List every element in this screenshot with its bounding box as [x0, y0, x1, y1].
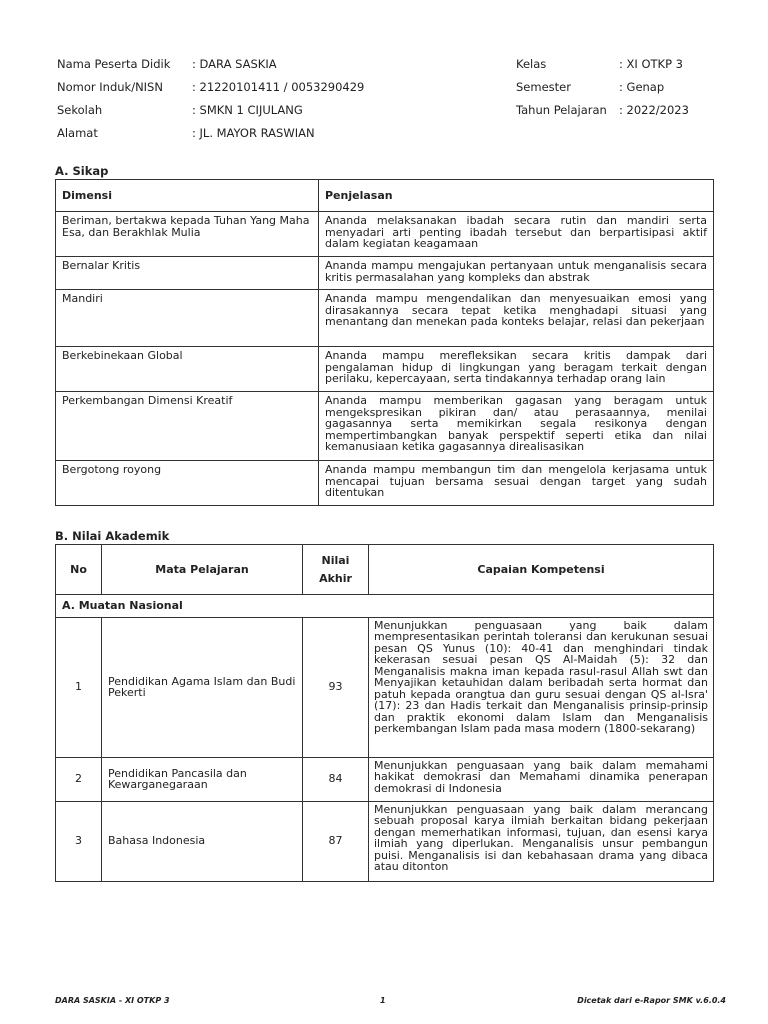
table-row: [56, 212, 714, 257]
row-number: 1: [56, 617, 102, 757]
competency-cell: Menunjukkan penguasaan yang baik dalam memahami hakikat demokrasi dan Memahami dinamika penerapan demokrasi di Indonesia: [369, 757, 714, 801]
score-cell: 93: [303, 617, 369, 757]
section-sikap-title: A. Sikap: [55, 164, 109, 178]
year-label: Tahun Pelajaran: [516, 103, 607, 117]
nis-label: Nomor Induk/NISN: [57, 80, 163, 94]
header-nilai-line1: Nilai: [321, 553, 350, 567]
header-capaian-kompetensi: Capaian Kompetensi: [369, 545, 714, 595]
score-cell: 87: [303, 801, 369, 881]
table-row: [56, 757, 714, 801]
dimension-cell: Beriman, bertakwa kepada Tuhan Yang Maha Esa, dan Berakhlak Mulia: [56, 212, 319, 257]
description-cell: Ananda mampu membangun tim dan mengelola kerjasama untuk mencapai tujuan bersama sesuai dengan target yang sudah ditentukan: [319, 461, 714, 506]
subject-cell: Bahasa Indonesia: [102, 801, 303, 881]
dimension-cell: Bergotong royong: [56, 461, 319, 506]
year-value: : 2022/2023: [619, 103, 689, 117]
footer-version: Dicetak dari e-Rapor SMK v.6.0.4: [577, 996, 726, 1005]
semester-value: : Genap: [619, 80, 665, 94]
dimension-cell: Perkembangan Dimensi Kreatif: [56, 392, 319, 461]
school-value: : SMKN 1 CIJULANG: [192, 103, 303, 117]
competency-cell: Menunjukkan penguasaan yang baik dalam mempresentasikan perintah toleransi dan kerukunan sesuai pesan QS Yunus (10): 40-41 dan menghindari tindak kekerasan sesuai pesan QS Al-Maidah (5): 32 dan Menganalisis makna iman kepada rasul-rasul Allah swt dan Menyajikan ketauhidan dalam beribadah serta hormat dan patuh kepada orangtua dan guru sesuai dengan QS al-Isra' (17): 23 dan Hadis terkait dan Menganalisis prinsip-prinsip dan praktik ekonomi dalam Islam dan Menganalisis perkembangan Islam pada masa modern (1800-sekarang): [369, 617, 714, 757]
table-row: [56, 617, 714, 757]
group-row: [56, 595, 714, 618]
class-value: : XI OTKP 3: [619, 57, 683, 71]
class-label: Kelas: [516, 57, 547, 71]
header-nilai-line2: Akhir: [319, 571, 352, 585]
address-label: Alamat: [57, 126, 98, 140]
footer-student: DARA SASKIA - XI OTKP 3: [55, 996, 170, 1005]
row-number: 2: [56, 757, 102, 801]
description-cell: Ananda mampu mengendalikan dan menyesuaikan emosi yang dirasakannya secara tepat ketika menghadapi situasi yang menantang dan menekan pada konteks belajar, relasi dan pekerjaan: [319, 290, 714, 347]
footer-page-number: 1: [380, 996, 386, 1005]
name-label: Nama Peserta Didik: [57, 57, 171, 71]
header-mata-pelajaran: Mata Pelajaran: [102, 545, 303, 595]
table-row: [56, 257, 714, 290]
description-cell: Ananda mampu memberikan gagasan yang beragam untuk mengekspresikan pikiran dan/ atau perasaannya, menilai gagasannya serta memikirkan segala resikonya dengan mempertimbangkan banyak perspektif seperti etika dan nilai kemanusiaan ketika gagasannya direalisasikan: [319, 392, 714, 461]
dimension-cell: Mandiri: [56, 290, 319, 347]
description-cell: Ananda mampu merefleksikan secara kritis dampak dari pengalaman hidup di lingkungan yang beragam terkait dengan perilaku, kepercayaan, serta tindakannya terhadap orang lain: [319, 347, 714, 392]
description-cell: Ananda mampu mengajukan pertanyaan untuk menganalisis secara kritis permasalahan yang kompleks dan abstrak: [319, 257, 714, 290]
semester-label: Semester: [516, 80, 571, 94]
subject-cell: Pendidikan Pancasila dan Kewarganegaraan: [102, 757, 303, 801]
table-row: [56, 347, 714, 392]
table-row: [56, 461, 714, 506]
header-no: No: [56, 545, 102, 595]
group-label: A. Muatan Nasional: [56, 595, 714, 618]
description-cell: Ananda melaksanakan ibadah secara rutin dan mandiri serta menyadari arti penting ibadah tersebut dan berpartisipasi aktif dalam kegiatan keagamaan: [319, 212, 714, 257]
section-akademik-title: B. Nilai Akademik: [55, 529, 170, 543]
competency-cell: Menunjukkan penguasaan yang baik dalam merancang sebuah proposal karya ilmiah berkaitan bidang pekerjaan dengan memerhatikan informasi, tujuan, dan esensi karya ilmiah yang diperlukan. Menganalisis unsur pembangun puisi. Menganalisis isi dan kebahasaan drama yang dibaca atau ditonton: [369, 801, 714, 881]
name-value: : DARA SASKIA: [192, 57, 277, 71]
sikap-header-row: [56, 180, 714, 212]
score-cell: 84: [303, 757, 369, 801]
nis-value: : 21220101411 / 0053290429: [192, 80, 365, 94]
header-dimensi: Dimensi: [56, 180, 319, 212]
akademik-table: [55, 544, 714, 882]
subject-cell: Pendidikan Agama Islam dan Budi Pekerti: [102, 617, 303, 757]
table-row: [56, 290, 714, 347]
sikap-table: [55, 179, 714, 506]
header-nilai-akhir: [303, 545, 369, 595]
row-number: 3: [56, 801, 102, 881]
dimension-cell: Berkebinekaan Global: [56, 347, 319, 392]
dimension-cell: Bernalar Kritis: [56, 257, 319, 290]
akademik-header-row: [56, 545, 714, 595]
address-value: : JL. MAYOR RASWIAN: [192, 126, 315, 140]
table-row: [56, 392, 714, 461]
table-row: [56, 801, 714, 881]
header-penjelasan: Penjelasan: [319, 180, 714, 212]
school-label: Sekolah: [57, 103, 103, 117]
